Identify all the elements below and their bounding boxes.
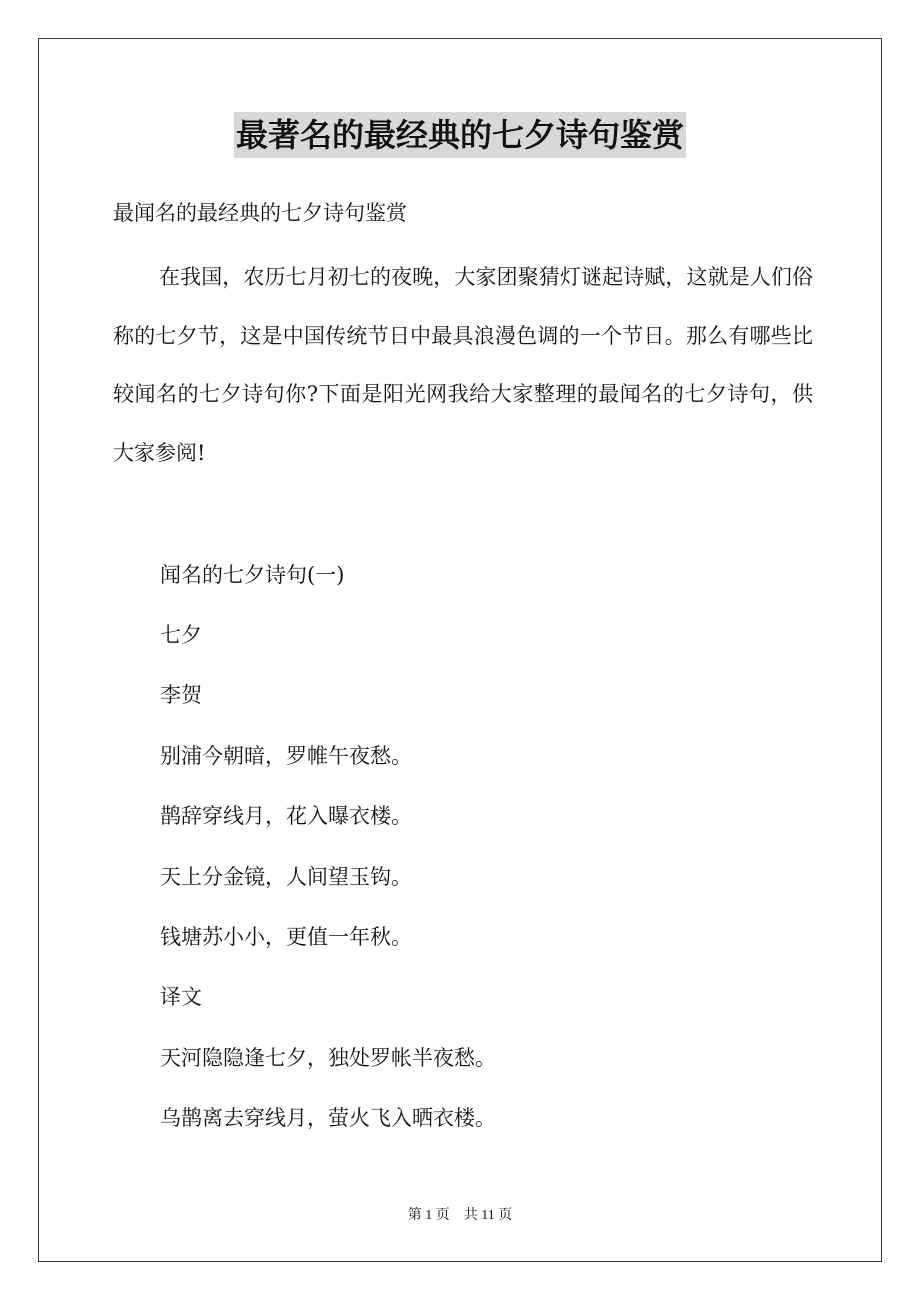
poem-line-2: 鹊辞穿线月，花入曝衣楼。	[160, 804, 412, 828]
poem-title: 七夕	[160, 623, 202, 647]
page-total: 共 11 页	[463, 1208, 513, 1223]
page-footer	[0, 1206, 920, 1226]
poem-line-1: 别浦今朝暗，罗帷午夜愁。	[160, 744, 412, 768]
document-title-block	[0, 112, 920, 158]
translation-line-1: 天河隐隐逢七夕，独处罗帐半夜愁。	[160, 1046, 496, 1070]
poem-author: 李贺	[160, 683, 202, 707]
translation-line-2: 乌鹊离去穿线月，萤火飞入晒衣楼。	[160, 1106, 496, 1130]
section-heading: 闻名的七夕诗句(一)	[160, 563, 345, 587]
poem-line-3: 天上分金镜，人间望玉钩。	[160, 865, 412, 889]
page-number: 第 1 页	[407, 1208, 450, 1223]
document-subtitle: 最闻名的最经典的七夕诗句鉴赏	[113, 201, 407, 225]
translation-heading: 译文	[160, 985, 202, 1009]
document-title: 最著名的最经典的七夕诗句鉴赏	[234, 112, 686, 158]
poem-line-4: 钱塘苏小小，更值一年秋。	[160, 925, 412, 949]
intro-paragraph: 在我国，农历七月初七的夜晚，大家团聚猜灯谜起诗赋，这就是人们俗称的七夕节，这是中国传统节日中最具浪漫色调的一个节日。那么有哪些比较闻名的七夕诗句你?下面是阳光网我给大家整理的最闻名的七夕诗句，供大家参阅!	[113, 265, 813, 465]
